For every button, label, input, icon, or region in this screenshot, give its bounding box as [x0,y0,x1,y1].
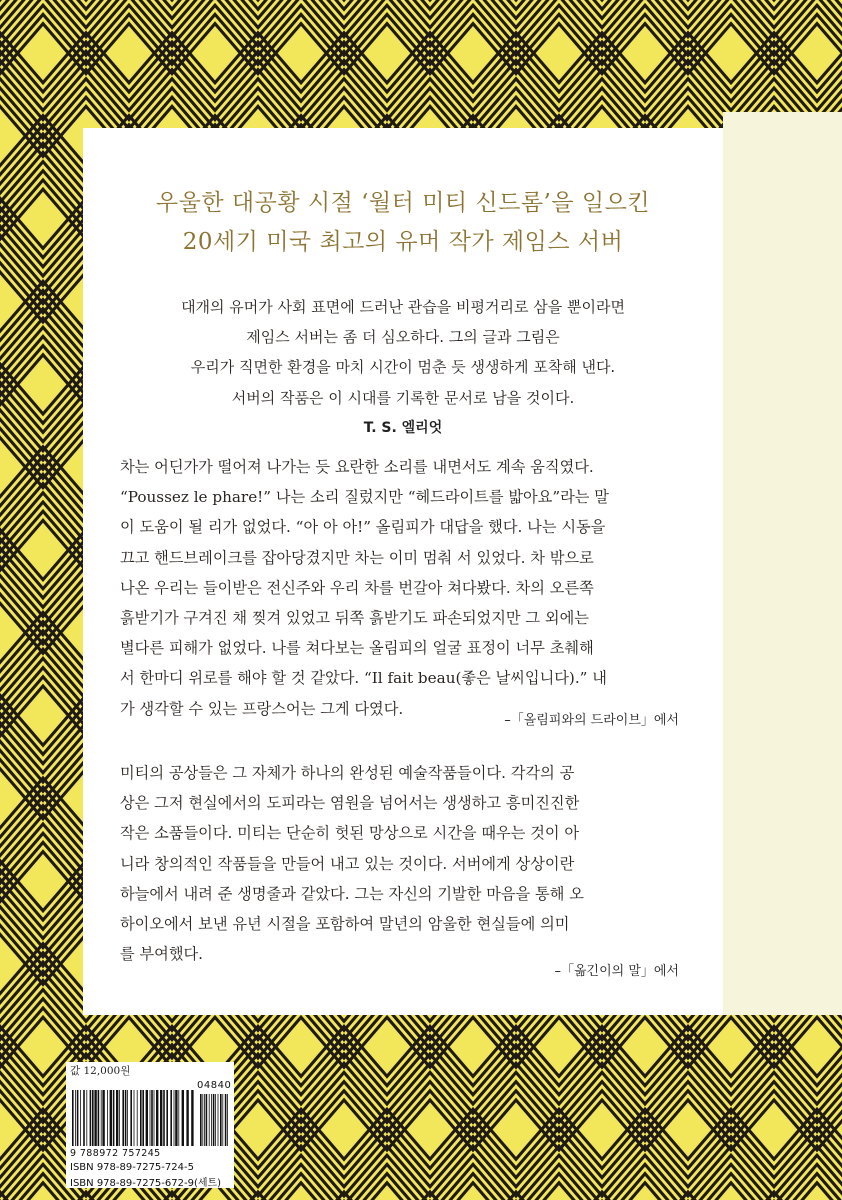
excerpt-1-source: –「올림피와의 드라이브」에서 [504,713,679,728]
barcode-bar [134,1090,135,1146]
barcode-bar [86,1090,87,1146]
barcode-bar [102,1090,104,1146]
quote-line-1: 대개의 유머가 사회 표면에 드러난 관습을 비평거리로 삼을 뿐이라면 [181,298,625,316]
excerpt-1-line: 이 도움이 될 리가 없었다. “아 아 아!” 올림피가 대답을 했다. 나는 시동을 [120,518,606,537]
excerpt-1-line: 가 생각할 수 있는 프랑스어는 그게 다였다. [120,699,404,718]
barcode-bar [75,1090,76,1146]
barcode-bar [127,1090,128,1146]
barcode-bar [92,1090,94,1146]
barcode-bar [140,1090,142,1146]
quote-line-2: 제임스 서버는 좀 더 심오하다. 그의 글과 그림은 [246,328,560,346]
barcode-addon-number: 04840 [197,1080,232,1091]
barcode-bar [146,1090,148,1146]
barcode-bar [137,1090,138,1146]
excerpt-2-line: 를 부여했다. [120,945,204,964]
barcode-bar [182,1090,184,1146]
excerpt-1-line: 별다른 피해가 없었다. 나를 쳐다보는 올림피의 얼굴 표정이 너무 초췌해 [120,639,594,658]
barcode-bar [174,1090,175,1146]
barcode-bar [110,1090,112,1146]
barcode-bar [191,1090,193,1146]
headline-line-1: 우울한 대공황 시절 ‘월터 미티 신드롬’을 일으킨 [155,190,651,216]
quote-line-4: 서버의 작품은 이 시대를 기록한 문서로 남을 것이다. [231,389,575,407]
barcode-bar [113,1090,115,1146]
barcode-addon-bar [213,1094,215,1146]
quote-author: T. S. 엘리엇 [363,420,443,436]
barcode-bar [101,1090,102,1146]
barcode-addon-bar [204,1094,205,1146]
barcode-bar [175,1090,177,1146]
barcode-bar [72,1090,74,1146]
barcode-box [66,1062,234,1188]
excerpt-1-line: 흙받기가 구겨진 채 찢겨 있었고 뒤쪽 흙받기도 파손되었지만 그 외에는 [120,609,589,628]
excerpt-2-source: –「옮긴이의 말」에서 [554,964,679,979]
excerpt-2-line: 상은 그저 현실에서의 도피라는 염원을 넘어서는 생생하고 흥미진진한 [120,794,580,813]
barcode-addon-bar [202,1094,203,1146]
headline-line-2: 20세기 미국 최고의 유머 작가 제임스 서버 [182,229,624,255]
barcode-bar [142,1090,144,1146]
price-label: 값 12,000원 [70,1065,131,1077]
barcode-bar [170,1090,172,1146]
excerpt-2-line: 하늘에서 내려 준 생명줄과 같았다. 그는 자신의 기발한 마음을 통해 오 [120,884,584,903]
barcode-addon-bar [225,1094,227,1146]
isbn-line-2: ISBN 978-89-7275-672-9(세트) [70,1178,222,1189]
barcode-bar [94,1090,96,1146]
barcode-ean-number: 9 788972 757245 [70,1148,161,1159]
excerpt-2-line: 작은 소품들이다. 미티는 단순히 헛된 망상으로 시간을 때우는 것이 아 [120,824,580,843]
barcode-bar [83,1090,85,1146]
excerpt-2-line: 니라 창의적인 작품들을 만들어 내고 있는 것이다. 서버에게 상상이란 [120,854,575,873]
isbn-line-1: ISBN 978-89-7275-724-5 [70,1162,194,1173]
barcode-bar [90,1090,92,1146]
barcode-addon-bar [220,1094,222,1146]
excerpt-1-line: 끄고 핸드브레이크를 잡아당겼지만 차는 이미 멈춰 서 있었다. 차 밖으로 [120,548,594,567]
barcode-bar [178,1090,179,1146]
excerpt-2 [120,758,696,969]
barcode-bar [154,1090,155,1146]
barcode-bar [77,1090,79,1146]
barcode-addon-bar [215,1094,216,1146]
excerpt-1-line: 나온 우리는 들이받은 전신주와 우리 차를 번갈아 쳐다봤다. 차의 오른쪽 [120,578,594,597]
excerpt-2-line: 미티의 공상들은 그 자체가 하나의 완성된 예술작품들이다. 각각의 공 [120,764,575,782]
excerpt-1 [120,452,696,724]
excerpt-1-line: “Poussez le phare!” 나는 소리 질렀지만 “헤드라이트를 밟아요”라는 말 [120,488,609,507]
barcode-bar [122,1090,124,1146]
barcode-bar [98,1090,100,1146]
barcode-addon-bar [227,1094,228,1146]
barcode-bar [166,1090,168,1146]
barcode-bar [151,1090,153,1146]
barcode-bar [116,1090,118,1146]
barcode-bar [80,1090,81,1146]
barcode-addon-bar [218,1094,219,1146]
barcode-bar [160,1090,162,1146]
barcode-bar [107,1090,108,1146]
barcode-addon-bar [200,1094,202,1146]
panel-shadow [723,112,842,1015]
barcode-bar [130,1090,132,1146]
barcode-addon-bar [211,1094,212,1146]
text-panel [83,128,723,1015]
excerpt-2-line: 하이오에서 보낸 유년 시절을 포함하여 말년의 암울한 현실들에 의미 [120,915,570,934]
barcode-addon-bar [209,1094,210,1146]
barcode-bar [186,1090,188,1146]
excerpt-1-line: 서 한마디 위로를 해야 할 것 같았다. “Il fait beau(좋은 날씨입니다).” 내 [120,669,607,688]
barcode-bar [163,1090,165,1146]
barcode-bar [125,1090,127,1146]
barcode-addon-bar [206,1094,208,1146]
barcode-bar [119,1090,120,1146]
barcode-addon-bar [222,1094,223,1146]
barcode-bar [150,1090,151,1146]
quote-line-3: 우리가 직면한 환경을 마치 시간이 멈춘 듯 생생하게 포착해 낸다. [190,358,616,376]
excerpt-1-line: 차는 어딘가가 떨어져 나가는 듯 요란한 소리를 내면서도 계속 움직였다. [120,458,594,476]
barcode-bar [156,1090,158,1146]
